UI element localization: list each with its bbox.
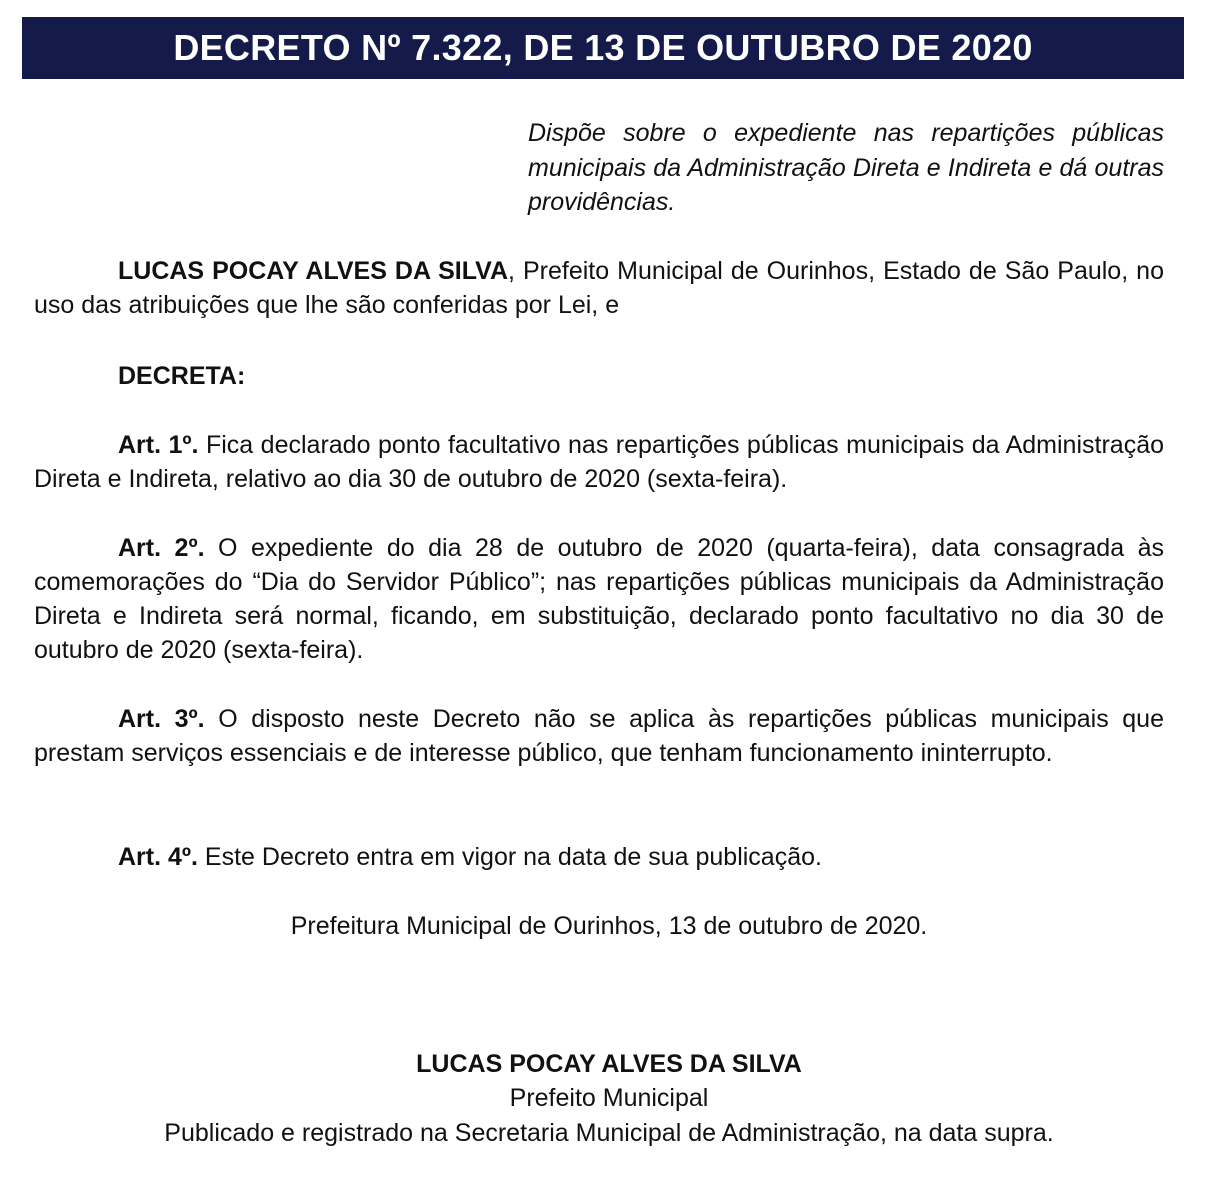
signatory-name: LUCAS POCAY ALVES DA SILVA — [416, 1050, 802, 1078]
mayor-name: LUCAS POCAY ALVES DA SILVA — [118, 257, 509, 285]
preamble-text: , Prefeito Municipal de Ourinhos, Estado de São Paulo, no uso das atribuições que lhe são conferidas por Lei, e — [34, 257, 1164, 319]
decree-summary: Dispõe sobre o expediente nas repartições públicas municipais da Administração Direta e Indireta e dá outras providências. — [528, 119, 1164, 216]
article-2-text: O expediente do dia 28 de outubro de 2020 (quarta-feira), data consagrada às comemorações do “Dia do Servidor Público”; nas repartições públicas municipais da Administração Direta e Indireta será normal, ficando, em substituição, declarado ponto facultativo no dia 30 de outubro de 2020 (sexta-feira). — [34, 534, 1165, 664]
decreta-label: DECRETA: — [118, 362, 246, 390]
article-3 — [34, 702, 1164, 770]
preamble-paragraph — [34, 254, 1164, 322]
decree-title: DECRETO Nº 7.322, DE 13 DE OUTUBRO DE 2020 — [22, 17, 1184, 79]
publication-note: Publicado e registrado na Secretaria Municipal de Administração, na data supra. — [164, 1119, 1054, 1147]
article-4-label: Art. 4º. — [118, 843, 198, 871]
article-2-label: Art. 2º. — [118, 534, 205, 562]
article-2 — [34, 531, 1164, 667]
article-1-label: Art. 1º. — [118, 431, 199, 459]
article-4 — [34, 840, 1164, 874]
signatory-role: Prefeito Municipal — [509, 1084, 709, 1112]
article-4-text: Este Decreto entra em vigor na data de sua publicação. — [197, 843, 822, 871]
article-1 — [34, 428, 1164, 496]
place-date: Prefeitura Municipal de Ourinhos, 13 de outubro de 2020. — [290, 912, 928, 940]
article-3-text: O disposto neste Decreto não se aplica às repartições públicas municipais que prestam serviços essenciais e de interesse público, que tenham funcionamento ininterrupto. — [34, 705, 1164, 767]
article-1-text: Fica declarado ponto facultativo nas repartições públicas municipais da Administração Direta e Indireta, relativo ao dia 30 de outubro de 2020 (sexta-feira). — [34, 431, 1164, 493]
decreta-heading — [34, 359, 1164, 393]
article-3-label: Art. 3º. — [118, 705, 205, 733]
